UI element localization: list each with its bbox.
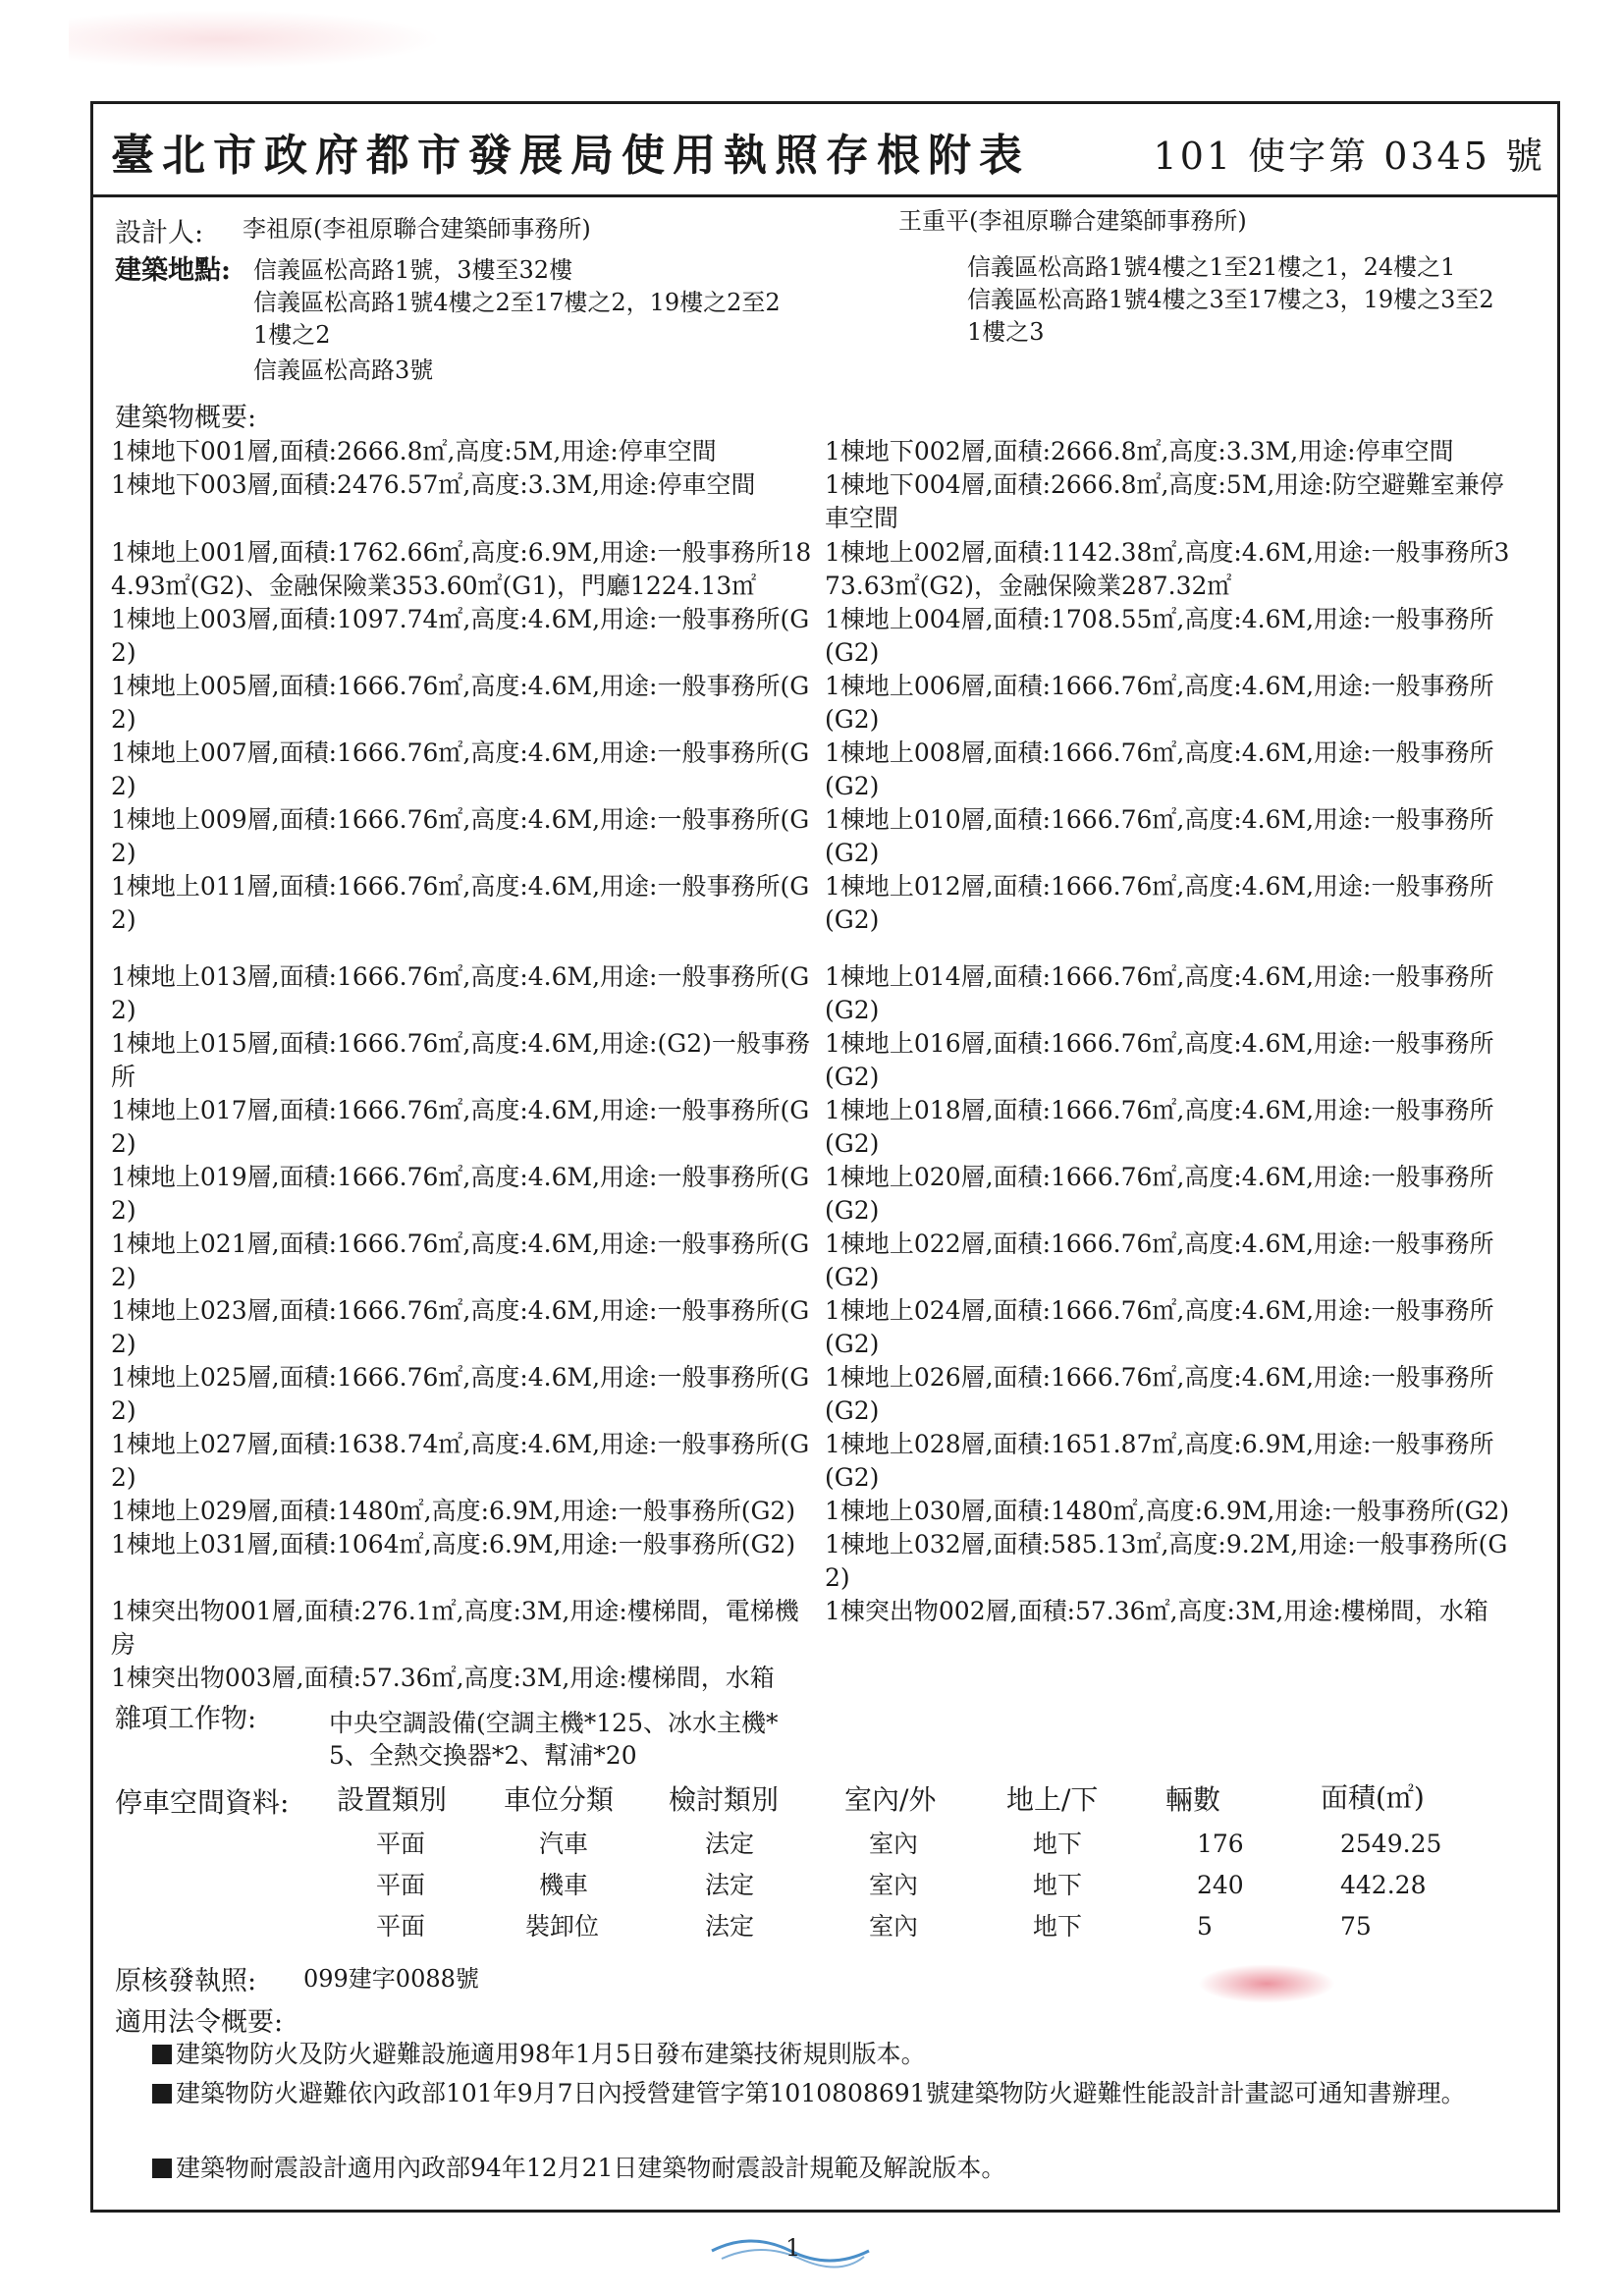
parking-r1-review: 法定 [705,1871,755,1899]
floor-013: 1棟地上013層,面積:1666.76㎡,高度:4.6M,用途:一般事務所(G2) [111,962,810,1024]
bullet-square-icon [152,2084,172,2104]
parking-r0-area: 2549.25 [1340,1830,1442,1858]
law-item-1-text: 建築物防火避難依內政部101年9月7日內授營建管字第1010808691號建築物防火避難性能設計計畫認可通知書辦理。 [176,2079,1466,2107]
floor-roof-002: 1棟突出物002層,面積:57.36㎡,高度:3M,用途:樓梯間，水箱 [825,1597,1488,1625]
parking-r0-review: 法定 [705,1830,755,1858]
parking-r1-area: 442.28 [1340,1871,1427,1899]
floor-016: 1棟地上016層,面積:1666.76㎡,高度:4.6M,用途:一般事務所(G2) [825,1029,1494,1091]
site-left-2: 1樓之2 [253,321,331,349]
parking-r2-level: 地下 [1033,1912,1083,1941]
floor-002: 1棟地上002層,面積:1142.38㎡,高度:4.6M,用途:一般事務所373.63㎡(G2)，金融保險業287.32㎡ [825,538,1510,600]
site-right-1: 信義區松高路1號4樓之3至17樓之3，19樓之3至2 [967,286,1494,313]
floor-003: 1棟地上003層,面積:1097.74㎡,高度:4.6M,用途:一般事務所(G2) [111,605,810,667]
site-right-0: 信義區松高路1號4樓之1至21樓之1，24樓之1 [967,253,1456,281]
parking-label: 停車空間資料: [115,1786,290,1819]
parking-r0-indoor: 室內 [869,1830,919,1858]
parking-r1-type: 平面 [376,1871,426,1899]
floor-b002: 1棟地下002層,面積:2666.8㎡,高度:3.3M,用途:停車空間 [825,437,1454,465]
floor-032: 1棟地上032層,面積:585.13㎡,高度:9.2M,用途:一般事務所(G2) [825,1530,1508,1592]
site-right-2: 1樓之3 [967,318,1045,346]
parking-r2-area: 75 [1340,1912,1372,1941]
floor-015: 1棟地上015層,面積:1666.76㎡,高度:4.6M,用途:(G2)一般事務所 [111,1029,810,1091]
floor-026: 1棟地上026層,面積:1666.76㎡,高度:4.6M,用途:一般事務所(G2) [825,1363,1494,1425]
floor-006: 1棟地上006層,面積:1666.76㎡,高度:4.6M,用途:一般事務所(G2) [825,672,1494,734]
site-left-0: 信義區松高路1號，3樓至32樓 [253,256,573,284]
floor-018: 1棟地上018層,面積:1666.76㎡,高度:4.6M,用途:一般事務所(G2) [825,1096,1494,1158]
law-item-2-text: 建築物耐震設計適用內政部94年12月21日建築物耐震設計規範及解說版本。 [176,2154,1006,2182]
site-left-3: 信義區松高路3號 [253,356,434,384]
floor-028: 1棟地上028層,面積:1651.87㎡,高度:6.9M,用途:一般事務所(G2) [825,1430,1494,1492]
parking-r2-count: 5 [1197,1912,1213,1941]
red-stamp-mark [1198,1964,1335,2003]
parking-r1-class: 機車 [539,1871,589,1899]
original-permit-label: 原核發執照: [115,1966,257,1996]
parking-r2-class: 裝卸位 [525,1912,600,1941]
parking-r0-count: 176 [1197,1830,1244,1858]
misc-label: 雜項工作物: [115,1704,257,1734]
parking-header-indoor: 室內/外 [844,1783,937,1816]
designer-label: 設計人: [115,218,204,248]
site-label: 建築地點: [115,255,231,286]
document-frame [90,101,1560,2213]
floor-023: 1棟地上023層,面積:1666.76㎡,高度:4.6M,用途:一般事務所(G2) [111,1296,810,1358]
title-bar [93,104,1557,197]
permit-number: 101 使字第 0345 號 [1153,135,1545,178]
floor-019: 1棟地上019層,面積:1666.76㎡,高度:4.6M,用途:一般事務所(G2) [111,1163,810,1225]
document-title: 臺北市政府都市發展局使用執照存根附表 [111,131,1030,181]
floor-roof-003: 1棟突出物003層,面積:57.36㎡,高度:3M,用途:樓梯間，水箱 [111,1664,775,1692]
parking-r2-type: 平面 [376,1912,426,1941]
parking-r2-indoor: 室內 [869,1912,919,1941]
floor-008: 1棟地上008層,面積:1666.76㎡,高度:4.6M,用途:一般事務所(G2) [825,738,1494,800]
floor-014: 1棟地上014層,面積:1666.76㎡,高度:4.6M,用途:一般事務所(G2) [825,962,1494,1024]
parking-header-area: 面積(㎡) [1321,1781,1425,1814]
parking-r1-count: 240 [1197,1871,1244,1899]
parking-r1-indoor: 室內 [869,1871,919,1899]
floor-012: 1棟地上012層,面積:1666.76㎡,高度:4.6M,用途:一般事務所(G2) [825,872,1494,934]
floor-027: 1棟地上027層,面積:1638.74㎡,高度:4.6M,用途:一般事務所(G2) [111,1430,810,1492]
designer-left: 李祖原(李祖原聯合建築師事務所) [243,215,591,243]
floor-roof-001: 1棟突出物001層,面積:276.1㎡,高度:3M,用途:樓梯間，電梯機房 [111,1597,799,1659]
law-item-2 [152,2152,1537,2185]
original-permit-value: 099建字0088號 [303,1965,479,1993]
parking-r0-level: 地下 [1033,1830,1083,1858]
floor-024: 1棟地上024層,面積:1666.76㎡,高度:4.6M,用途:一般事務所(G2) [825,1296,1494,1358]
misc-line-1: 5、全熱交換器*2、幫浦*20 [329,1741,637,1770]
bullet-square-icon [152,2045,172,2064]
floor-009: 1棟地上009層,面積:1666.76㎡,高度:4.6M,用途:一般事務所(G2) [111,805,810,867]
laws-label: 適用法令概要: [115,2007,284,2038]
parking-r0-class: 汽車 [539,1830,589,1858]
floor-031: 1棟地上031層,面積:1064㎡,高度:6.9M,用途:一般事務所(G2) [111,1530,796,1558]
floor-001: 1棟地上001層,面積:1762.66㎡,高度:6.9M,用途:一般事務所184.93㎡(G2)、金融保險業353.60㎡(G1)，門廳1224.13㎡ [111,538,812,600]
floor-030: 1棟地上030層,面積:1480㎡,高度:6.9M,用途:一般事務所(G2) [825,1497,1510,1525]
floor-b003: 1棟地下003層,面積:2476.57㎡,高度:3.3M,用途:停車空間 [111,470,756,499]
parking-header-level: 地上/下 [1006,1783,1099,1816]
overview-label: 建築物概要: [115,403,257,433]
designer-right: 王重平(李祖原聯合建築師事務所) [898,207,1247,235]
floor-b001: 1棟地下001層,面積:2666.8㎡,高度:5M,用途:停車空間 [111,437,717,465]
floor-020: 1棟地上020層,面積:1666.76㎡,高度:4.6M,用途:一般事務所(G2) [825,1163,1494,1225]
floor-021: 1棟地上021層,面積:1666.76㎡,高度:4.6M,用途:一般事務所(G2) [111,1230,810,1291]
scan-smudge [69,10,442,69]
page-number: 1 [785,2234,801,2262]
parking-header-class: 車位分類 [504,1783,615,1816]
floor-029: 1棟地上029層,面積:1480㎡,高度:6.9M,用途:一般事務所(G2) [111,1497,796,1525]
law-item-0-text: 建築物防火及防火避難設施適用98年1月5日發布建築技術規則版本。 [176,2040,926,2068]
floor-025: 1棟地上025層,面積:1666.76㎡,高度:4.6M,用途:一般事務所(G2) [111,1363,810,1425]
parking-r2-review: 法定 [705,1912,755,1941]
bullet-square-icon [152,2159,172,2178]
floor-022: 1棟地上022層,面積:1666.76㎡,高度:4.6M,用途:一般事務所(G2) [825,1230,1494,1291]
floor-007: 1棟地上007層,面積:1666.76㎡,高度:4.6M,用途:一般事務所(G2) [111,738,810,800]
misc-line-0: 中央空調設備(空調主機*125、冰水主機* [329,1709,779,1737]
law-item-0 [152,2038,1537,2071]
parking-header-count: 輛數 [1165,1783,1221,1816]
site-left-1: 信義區松高路1號4樓之2至17樓之2，19樓之2至2 [253,289,781,316]
floor-011: 1棟地上011層,面積:1666.76㎡,高度:4.6M,用途:一般事務所(G2) [111,872,810,934]
parking-header-review: 檢討類別 [669,1783,780,1816]
parking-r1-level: 地下 [1033,1871,1083,1899]
floor-005: 1棟地上005層,面積:1666.76㎡,高度:4.6M,用途:一般事務所(G2) [111,672,810,734]
floor-004: 1棟地上004層,面積:1708.55㎡,高度:4.6M,用途:一般事務所(G2) [825,605,1494,667]
floor-b004: 1棟地下004層,面積:2666.8㎡,高度:5M,用途:防空避難室兼停車空間 [825,470,1504,532]
floor-017: 1棟地上017層,面積:1666.76㎡,高度:4.6M,用途:一般事務所(G2) [111,1096,810,1158]
parking-r0-type: 平面 [376,1830,426,1858]
law-item-1 [152,2077,1537,2110]
floor-010: 1棟地上010層,面積:1666.76㎡,高度:4.6M,用途:一般事務所(G2) [825,805,1494,867]
parking-header-type: 設置類別 [337,1783,448,1816]
